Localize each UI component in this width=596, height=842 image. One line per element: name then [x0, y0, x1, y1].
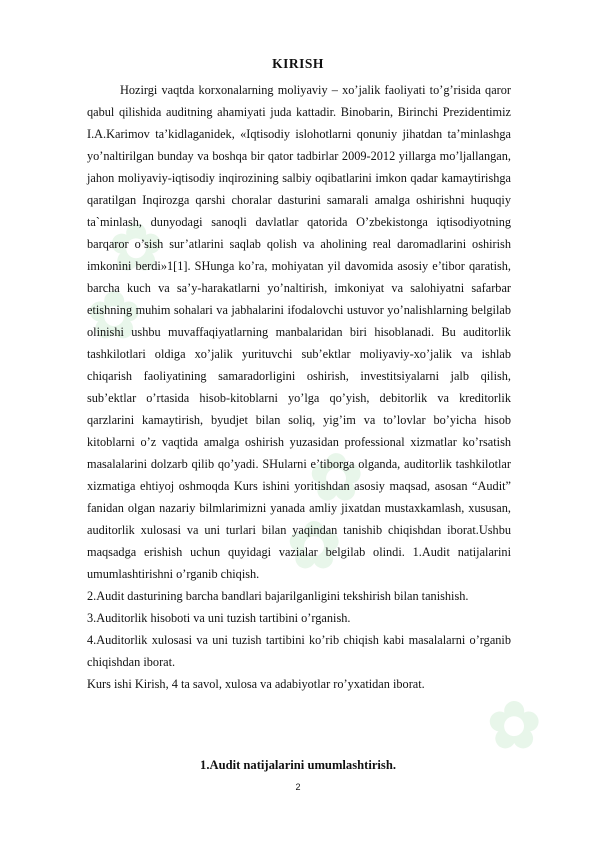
- page-title: KIRISH: [272, 56, 324, 71]
- document-body: [87, 79, 511, 695]
- paragraph-item-3: 3.Auditorlik hisoboti va uni tuzish tartibini o’rganish.: [87, 611, 351, 625]
- paragraph-intro: Hozirgi vaqtda korxonalarning moliyaviy – xo’jalik faoliyati to’g’risida qaror qabul qilishida auditning ahamiyati juda kattadir. Binobarin, Birinchi Prezidentimiz I.A.Karimov ta’kidlaganidek, «Iqtisodiy islohotlarni qonuniy jihatdan ta’minlashga yo’naltirilgan bunday va boshqa bir qator tadbirlar 2009-2012 yillarga mo’ljallangan, jahon moliyaviy-iqtisodiy inqirozining salbiy oqibatlarini imkon qadar kamaytirishga qaratilgan Inqirozga qarshi choralar dasturini samarali amalga oshirishni huquqiy ta`minlash, dunyodagi sanoqli davlatlar qatorida O’zbekistonga iqtisodiyotning barqaror o’sish sur’atlarini saqlab qolish va aholining real daromadlarini oshirish imkonini berdi»1[1]. SHunga ko’ra, mohiyatan yil davomida asosiy e’tibor qaratish, barcha kuch va sa’y-harakatlarni yo’naltirish, imkoniyat va salohiyatni safarbar etishning muhim sohalari va jabhalarini ifodalovchi ustuvor yo’nalishlarning belgilab olinishi ushbu muvaffaqiyatlarning manbalaridan biri hisoblanadi. Bu auditorlik tashkilotlari oldiga xo’jalik yurituvchi sub’ektlar moliyaviy-xo’jalik va ishlab chiqarish faoliyatining samaradorligini oshirish, investitsiyalarni jalb qilish, sub’ektlar o’rtasida hisob-kitoblarni yo’lga qo’yish, debitorlik va kreditorlik qarzlarini kamaytirish, byudjet bilan soliq, yig’im va to’lovlar bo’yicha hisob kitoblarni o’z vaqtida amalga oshirish yuzasidan professional xizmatlar ko’rsatish masalalarini dolzarb qilib qo’yadi. SHularni e’tiborga olganda, auditorlik tashkilotlar xizmatiga ehtiyoj oshmoqda Kurs ishini yoritishdan asosiy maqsad, asosan “Audit” fanidan olgan nazariy bilmlarimizni yanada amliy jixatdan mustaxkamlash, xususan, auditorlik xulosasi va uni turlari bilan yaqindan tanishib chiqishdan iborat.Ushbu maqsadga erishish uchun quyidagi vazialar belgilab olindi. 1.Audit natijalarini umumlashtirishni o’rganib chiqish.: [87, 83, 511, 581]
- watermark-mark: ✿ ✿: [70, 211, 179, 353]
- section-heading: 1.Audit natijalarini umumlashtirish.: [200, 758, 396, 772]
- paragraph-structure: Kurs ishi Kirish, 4 ta savol, xulosa va adabiyotlar ro’yxatidan iborat.: [87, 677, 425, 691]
- paragraph-item-2: 2.Audit dasturining barcha bandlari bajarilganligini tekshirish bilan tanishish.: [87, 589, 469, 603]
- page-number: 2: [295, 782, 301, 792]
- paragraph-item-4: 4.Auditorlik xulosasi va uni tuzish tartibini ko’rib chiqish kabi masalalarni o’rganib chiqishdan iborat.: [87, 633, 511, 669]
- watermark-mark: ✿ ✿: [270, 441, 379, 583]
- watermark-mark: ✿: [470, 689, 556, 763]
